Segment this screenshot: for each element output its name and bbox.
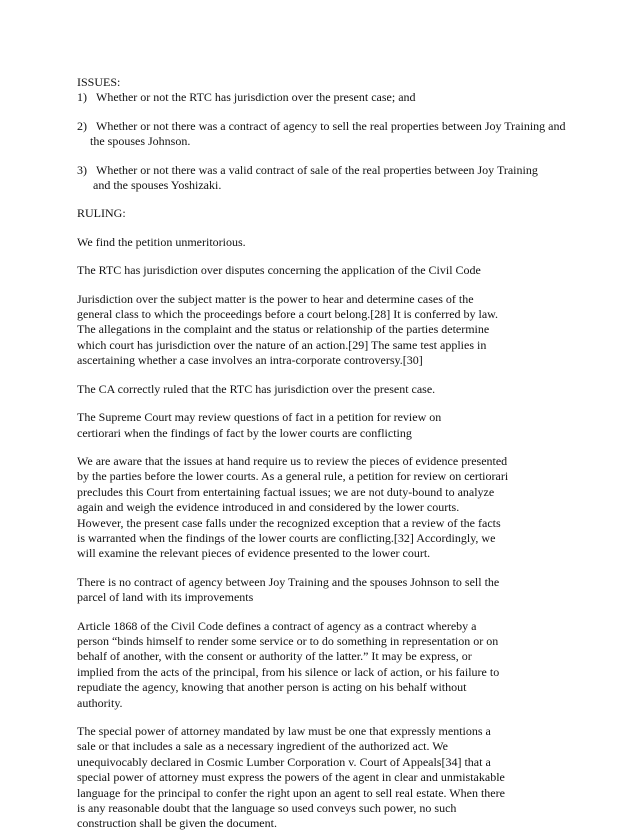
- paragraph-9: [77, 724, 567, 832]
- issue-2-line-2: the spouses Johnson.: [90, 134, 191, 149]
- ruling-block: [77, 206, 567, 221]
- paragraph-line: person “binds himself to render some service or to do something in representation or on: [77, 633, 499, 648]
- paragraph-line: general class to which the proceedings before a court belong.[28] It is conferred by law.: [77, 307, 499, 322]
- ruling-heading: RULING:: [77, 206, 126, 221]
- issue-2-line-1: 2) Whether or not there was a contract of agency to sell the real properties between Joy Training and: [77, 118, 566, 133]
- issue-3-block: [77, 163, 567, 194]
- paragraph-3: [77, 292, 567, 369]
- issues-block: [77, 75, 567, 106]
- paragraph-line: is warranted when the findings of the lower courts are conflicting.[32] Accordingly, we: [77, 530, 496, 545]
- paragraph-8: [77, 619, 567, 711]
- paragraph-line: Article 1868 of the Civil Code defines a contract of agency as a contract whereby a: [77, 618, 477, 633]
- paragraph-line: precludes this Court from entertaining factual issues; we are not duty-bound to analyze: [77, 484, 495, 499]
- paragraph-line: certiorari when the findings of fact by the lower courts are conflicting: [77, 425, 412, 440]
- paragraph-line: There is no contract of agency between Joy Training and the spouses Johnson to sell the: [77, 574, 500, 589]
- paragraph-line: However, the present case falls under the recognized exception that a review of the facts: [77, 515, 501, 530]
- paragraph-line: Jurisdiction over the subject matter is the power to hear and determine cases of the: [77, 291, 474, 306]
- paragraph-line: unequivocably declared in Cosmic Lumber Corporation v. Court of Appeals[34] that a: [77, 754, 491, 769]
- paragraph-line: We are aware that the issues at hand require us to review the pieces of evidence presented: [77, 453, 508, 468]
- paragraph-1: [77, 235, 567, 250]
- paragraph-6: [77, 454, 567, 562]
- paragraph-line: repudiate the agency, knowing that another person is acting on his behalf without: [77, 680, 467, 695]
- paragraph-line: again and weigh the evidence introduced in and considered by the lower courts.: [77, 500, 460, 515]
- paragraph-7: [77, 575, 567, 606]
- paragraph-line: ascertaining whether a case involves an intra-corporate controversy.[30]: [77, 353, 423, 368]
- paragraph-line: construction shall be given the document.: [77, 816, 277, 831]
- paragraph-line: parcel of land with its improvements: [77, 590, 254, 605]
- paragraph-line: The special power of attorney mandated by law must be one that expressly mentions a: [77, 724, 491, 738]
- issue-3-line-2: and the spouses Yoshizaki.: [93, 178, 222, 193]
- paragraph-line: behalf of another, with the consent or authority of the latter.” It may be express, or: [77, 649, 472, 664]
- paragraph-line: We find the petition unmeritorious.: [77, 234, 246, 249]
- paragraph-line: implied from the acts of the principal, from his silence or lack of action, or his failure to: [77, 664, 500, 679]
- paragraph-line: The RTC has jurisdiction over disputes concerning the application of the Civil Code: [77, 263, 481, 278]
- paragraph-line: The CA correctly ruled that the RTC has jurisdiction over the present case.: [77, 381, 436, 396]
- issues-heading: ISSUES:: [77, 75, 121, 89]
- paragraph-4: [77, 382, 567, 397]
- paragraph-2: [77, 263, 567, 278]
- issue-2-block: [77, 119, 567, 150]
- paragraph-line: The Supreme Court may review questions of fact in a petition for review on: [77, 410, 442, 425]
- paragraph-line: will examine the relevant pieces of evidence presented to the lower court.: [77, 546, 431, 561]
- issue-1: 1) Whether or not the RTC has jurisdiction over the present case; and: [77, 90, 416, 105]
- document-body: [77, 75, 567, 832]
- issue-3-line-1: 3) Whether or not there was a valid contract of sale of the real properties between Joy Training: [77, 162, 538, 177]
- paragraph-line: sale or that includes a sale as a necessary ingredient of the authorized act. We: [77, 739, 448, 754]
- paragraph-line: authority.: [77, 695, 123, 710]
- paragraph-line: language for the principal to confer the right upon an agent to sell real estate. When there: [77, 785, 505, 800]
- paragraph-5: [77, 410, 567, 441]
- paragraph-line: which court has jurisdiction over the nature of an action.[29] The same test applies in: [77, 337, 487, 352]
- paragraph-line: special power of attorney must express the powers of the agent in clear and unmistakable: [77, 770, 505, 785]
- paragraph-line: The allegations in the complaint and the status or relationship of the parties determine: [77, 322, 490, 337]
- paragraph-line: by the parties before the lower courts. As a general rule, a petition for review on certiorari: [77, 469, 509, 484]
- paragraph-line: is any reasonable doubt that the language so used conveys such power, no such: [77, 801, 457, 816]
